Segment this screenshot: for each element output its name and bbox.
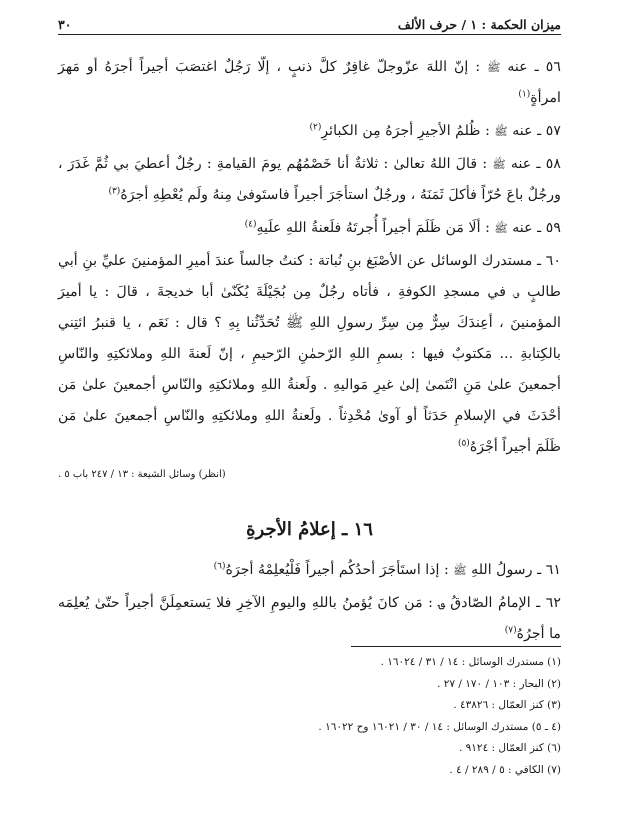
hadith-text: كنتُ جالساً عندَ أميرِ المؤمنينَ عليِّ بنِ أبي طالبٍ ؈ في مسجدِ الكوفةِ ، فأتاه رجُلٌ مِن بُجَيْلَةَ يُكَنّىٰ أبا خديجةَ ، قالَ : يا أميرَ المؤمنينَ ، أعِندَكَ سِرٌّ مِن سِرِّ رسولِ اللهِ ﷺ تُحَدِّثُنا بِهِ ؟ قال : نَعَم ، يا قنبرُ ائتِني بالكِتابةِ ... مَكتوبٌ فيها : بسمِ اللهِ الرّحمٰنِ الرّحيمِ ، إنّ لَعنةَ اللهِ وملائكتِهِ والنّاسِ أجمعينَ علىٰ مَنِ انْتَمىٰ إلىٰ غيرِ مَواليهِ . ولَعنةُ اللهِ وملائكتِهِ والنّاسِ أجمعينَ علىٰ مَن أحْدَثَ في الإسلامِ حَدَثاً أو آوىٰ مُحْدِثاً . ولَعنةُ اللهِ وملائكتِهِ والنّاسِ أجمعينَ علىٰ مَن ظَلَمَ أجيراً أجْرَهُ: [58, 253, 561, 455]
page-number: ٣٠: [58, 17, 72, 32]
hadith-62: [58, 588, 561, 650]
hadith-number: ٦٠ ـ: [536, 253, 562, 269]
footnote-marker: (١): [518, 89, 531, 100]
footnote-marker: (٧): [504, 625, 517, 636]
honorific-symbol: ﷺ: [494, 125, 508, 138]
honorific-symbol: ؈: [438, 597, 445, 610]
footnote-item: (٢) البحار : ١٠٣ / ١٧٠ / ٢٧ .: [437, 677, 561, 690]
hadith-source: الإمامُ الصّادقُ: [450, 595, 531, 611]
hadith-number: ٥٨ ـ: [536, 156, 562, 172]
footnote-marker: (٥): [457, 438, 470, 449]
hadith-source: رسولُ اللهِ: [471, 562, 533, 578]
hadith-number: ٥٧ ـ: [537, 123, 561, 139]
main-text: [58, 52, 561, 652]
hadith-source: عنه: [512, 123, 533, 139]
hadith-61: [58, 555, 561, 586]
hadith-source: عنه: [507, 59, 528, 75]
hadith-number: ٥٩ ـ: [537, 220, 561, 236]
footnote-item: (٤ ـ ٥) مستدرك الوسائل : ١٤ / ٣٠ / ١٦٠٢١ وح ١٦٠٢٢ .: [318, 720, 561, 733]
hadith-57: [58, 116, 561, 147]
header-rule: [58, 34, 561, 35]
footnote-marker: (٦): [213, 561, 226, 572]
footnotes: [58, 652, 561, 781]
hadith-text: : ظُلمُ الأجيرِ أجرَهُ مِن الكبائرِ: [321, 123, 490, 139]
hadith-source: عنه: [512, 220, 533, 236]
running-header: [58, 12, 561, 32]
see-also-reference: (انظر) وسائل الشيعة : ١٣ / ٢٤٧ باب ٥ .: [58, 469, 226, 480]
hadith-56: [58, 52, 561, 114]
hadith-text: : إذا استَأجَرَ أحدُكُم أجيراً فَلْيُعلِمْهُ أجرَهُ: [225, 562, 449, 578]
hadith-source: مستدرك الوسائل عن الأصْبَغ بنِ نُباتة :: [308, 253, 533, 269]
hadith-text: : قالَ اللهُ تعالىٰ : ثلاثةٌ أنا خَصْمُهُم يومَ القيامةِ : رجُلٌ أعطيَ بي ثُمَّ غَدَرَ ، ورجُلٌ باعَ حُرّاً فأكلَ ثَمَنَهُ ، ورجُلٌ استأجَرَ أجيراً فاستَوفىٰ مِنهُ ولَم يُعْطِهِ أجرَهُ: [58, 156, 561, 203]
hadith-number: ٥٦ ـ: [534, 59, 561, 75]
footnote-item: (٧) الكافي : ٥ / ٢٨٩ / ٤ .: [449, 763, 561, 776]
hadith-text: : مَن كانَ يُؤمنُ باللهِ واليومِ الآخِرِ فلا يَستعمِلَنَّ أجيراً حتّىٰ يُعلِمَه ما أجرُهُ: [58, 595, 561, 642]
honorific-symbol: ﷺ: [453, 564, 467, 577]
footnote-marker: (٢): [309, 122, 322, 133]
honorific-symbol: ﷺ: [487, 61, 501, 74]
honorific-symbol: ﷺ: [492, 158, 506, 171]
hadith-number: ٦٢ ـ: [536, 595, 561, 611]
running-title: ميزان الحكمة : ١ / حرف الألف: [397, 17, 561, 32]
chapter-title: ١٦ ـ إعلامُ الأجرةِ: [246, 519, 373, 540]
footnote-marker: (٤): [244, 219, 257, 230]
hadith-58: [58, 149, 561, 211]
footnote-marker: (٣): [108, 186, 121, 197]
footnote-item: (٣) كنز العمّال : ٤٣٨٢٦ .: [453, 699, 561, 711]
footnote-item: (٦) كنز العمّال : ٩١٢٤ .: [458, 742, 561, 754]
footnote-rule: [351, 646, 561, 647]
hadith-text: : ألَا مَن ظَلَمَ أجيراً أُجرتَهُ فلَعنةُ اللهِ علَيهِ: [256, 220, 490, 236]
hadith-text: : إنّ اللهَ عزّوجلّ غافِرٌ كلَّ ذنبٍ ، إلّا رَجُلٌ اغتصَبَ أجيراً أجرَهُ أو مَهرَ امرأةٍ: [58, 59, 561, 106]
hadith-source: عنه: [510, 156, 532, 172]
honorific-symbol: ﷺ: [494, 222, 508, 235]
hadith-59: [58, 213, 561, 244]
hadith-number: ٦١ ـ: [537, 562, 561, 578]
footnote-item: (١) مستدرك الوسائل : ١٤ / ٣١ / ١٦٠٢٤ .: [380, 656, 561, 668]
hadith-60: [58, 246, 561, 463]
